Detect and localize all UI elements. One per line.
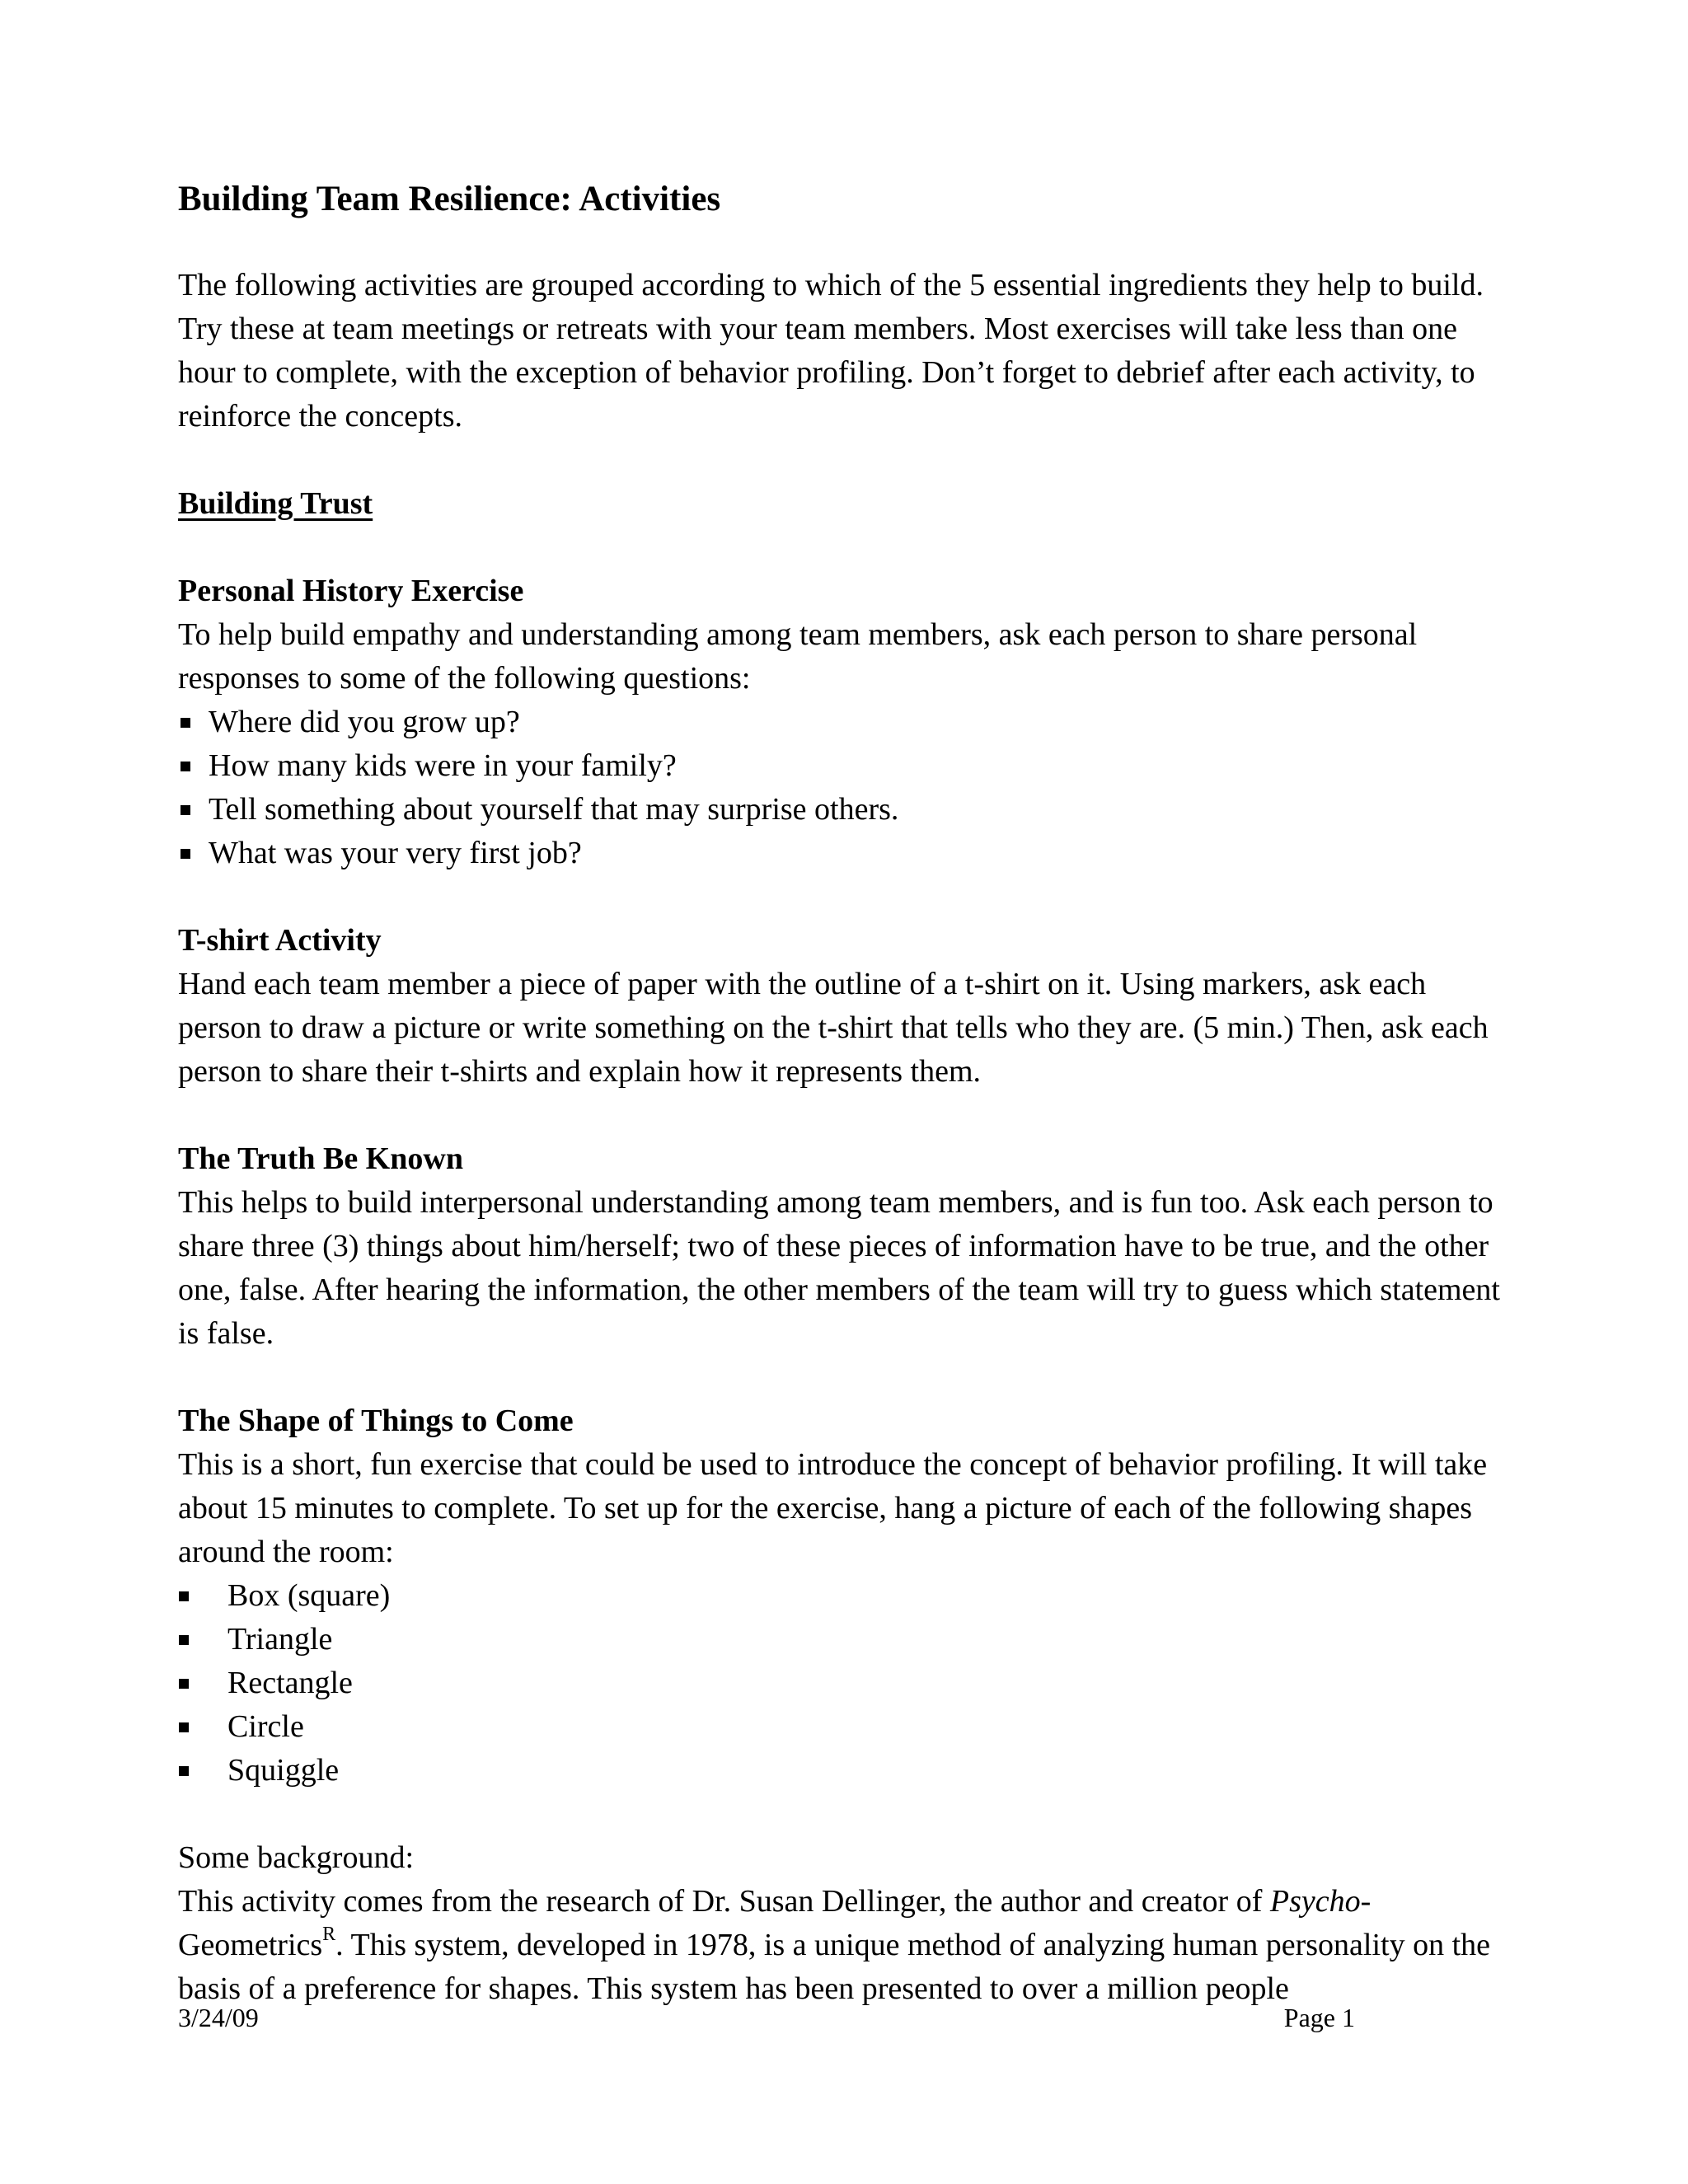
background-text-end: . This system, developed in 1978, is a unique method of analyzing human personality on the basis of a preference for shapes. This system has been presented to over a million people [178,1928,1490,2006]
list-item [178,832,1513,875]
square-bullet-icon [179,1766,189,1776]
list-item-text: Tell something about yourself that may surprise others. [209,792,899,827]
list-item [178,1749,1513,1793]
shapes-list [178,1574,1513,1793]
background-text-start: This activity comes from the research of Dr. Susan Dellinger, the author and creator of [178,1884,1270,1919]
spacer [178,526,1513,569]
spacer [178,1356,1513,1399]
section-heading-building-trust: Building Trust [178,486,373,521]
list-item [178,1705,1513,1749]
square-bullet-icon [181,849,190,859]
square-bullet-icon [179,1591,189,1601]
heading-personal-history: Personal History Exercise [178,574,524,608]
square-bullet-icon [179,1635,189,1645]
list-item-text: What was your very first job? [209,836,582,870]
background-paragraph [178,1880,1513,2011]
personal-history-list [178,701,1513,875]
spacer [178,1094,1513,1137]
heading-truth-be-known: The Truth Be Known [178,1141,463,1176]
list-item [178,1661,1513,1705]
personal-history-paragraph: To help build empathy and understanding among team members, ask each person to share personal responses to some of the following questions: [178,617,1418,696]
list-item [178,744,1513,788]
background-label: Some background: [178,1840,415,1875]
heading-shape-of-things: The Shape of Things to Come [178,1404,574,1438]
spacer [178,875,1513,919]
square-bullet-icon [179,1679,189,1689]
geometrics-term: -Geometrics [178,1884,1372,1962]
square-bullet-icon [181,718,190,728]
spacer [178,1793,1513,1836]
square-bullet-icon [179,1722,189,1732]
footer-page-number: Page 1 [1283,2003,1355,2032]
list-item-text: Triangle [227,1622,333,1657]
square-bullet-icon [181,805,190,815]
list-item-text: Where did you grow up? [209,705,520,739]
document-title: Building Team Resilience: Activities [178,180,721,218]
spacer [178,438,1513,482]
list-item [178,701,1513,744]
intro-paragraph: The following activities are grouped according to which of the 5 essential ingredients they help to build. Try these at team meetings or retreats with your team members. Most exercises will take less than one hour to complete, with the exception of behavior profiling. Don’t forget to debrief after each activity, to reinforce the concepts. [178,268,1484,434]
list-item-text: How many kids were in your family? [209,748,677,783]
list-item [178,1618,1513,1661]
heading-tshirt-activity: T-shirt Activity [178,923,382,958]
list-item-text: Squiggle [227,1753,340,1788]
footer-date: 3/24/09 [178,2003,259,2032]
list-item-text: Rectangle [227,1666,353,1700]
shape-paragraph: This is a short, fun exercise that could be used to introduce the concept of behavior profiling. It will take about 15 minutes to complete. To set up for the exercise, hang a picture of each of the following shapes around the room: [178,1447,1488,1569]
square-bullet-icon [181,762,190,771]
list-item [178,1574,1513,1618]
registered-superscript: R [322,1924,336,1946]
tshirt-paragraph: Hand each team member a piece of paper with the outline of a t-shirt on it. Using markers, ask each person to draw a picture or write something on the t-shirt that tells who they are. (5 min.) Then, ask each person to share their t-shirts and explain how it represents them. [178,967,1489,1089]
list-item [178,788,1513,832]
document-body [178,175,1513,2011]
list-item-text: Box (square) [227,1578,391,1613]
truth-paragraph: This helps to build interpersonal understanding among team members, and is fun too. Ask each person to share three (3) things about him/herself; two of these pieces of information have to be true, and the other one, false. After hearing the information, the other members of the team will try to guess which statement is false. [178,1185,1500,1351]
psycho-term: Psycho [1269,1884,1361,1919]
list-item-text: Circle [227,1709,304,1744]
